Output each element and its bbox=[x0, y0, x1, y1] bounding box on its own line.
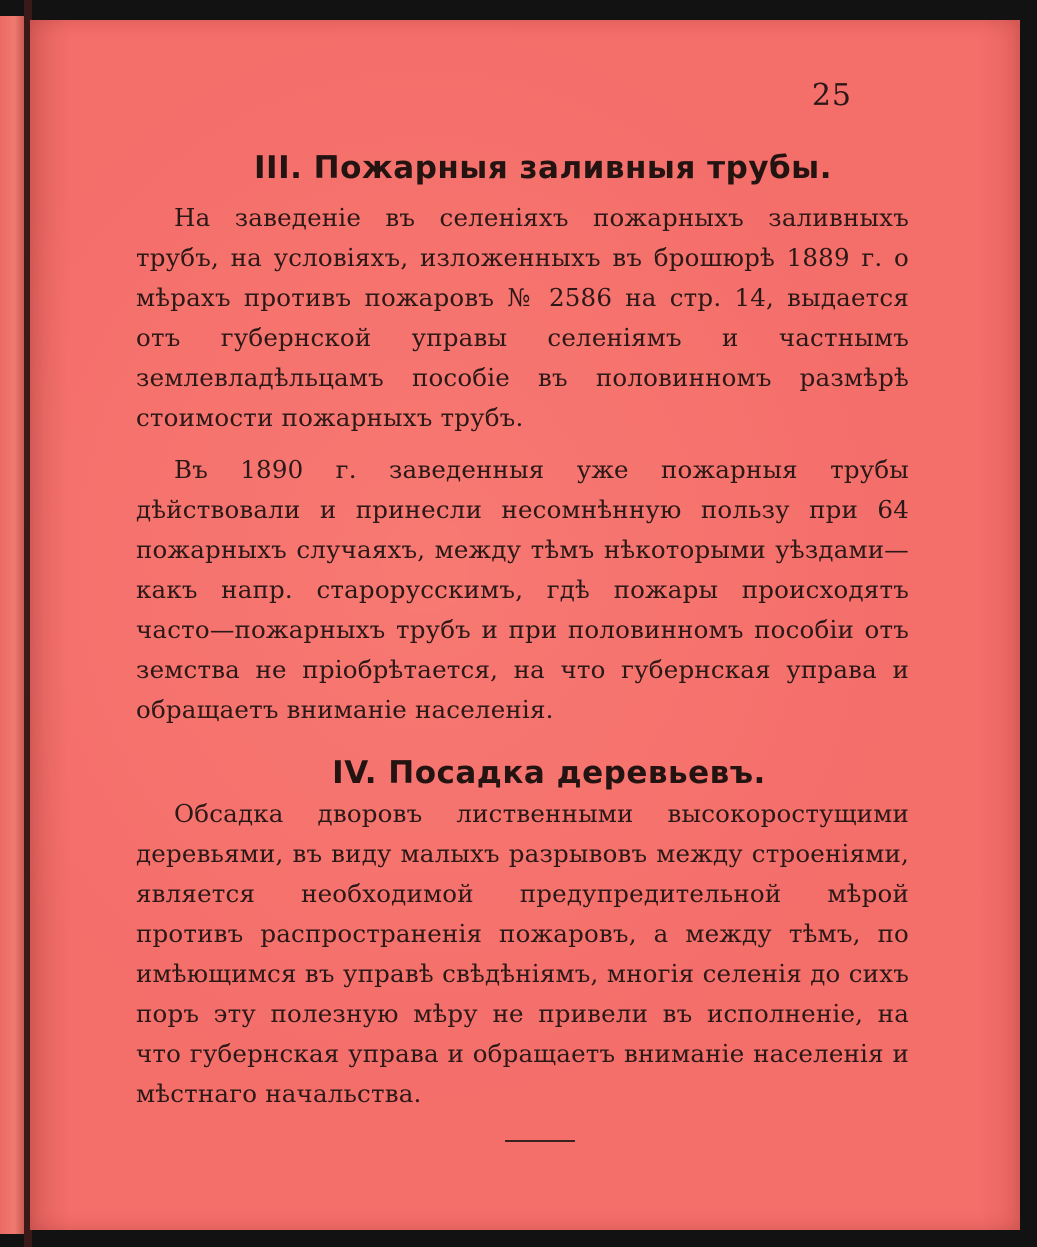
section-heading-fire-pumps: III. Пожарныя заливныя трубы. bbox=[254, 150, 832, 186]
end-rule-divider bbox=[505, 1140, 575, 1142]
page bbox=[30, 20, 1020, 1230]
paragraph: На заведеніе въ селеніяхъ пожарныхъ заливныхъ трубъ, на условіяхъ, изложенныхъ въ брошюрѣ 1889 г. о мѣрахъ противъ пожаровъ № 2586 на стр. 14, выдается отъ губернской управы селеніямъ и частнымъ землевладѣльцамъ пособіе въ половинномъ размѣрѣ стоимости пожарныхъ трубъ. bbox=[136, 203, 909, 432]
page-number: 25 bbox=[811, 78, 852, 113]
section-heading-tree-planting: IV. Посадка деревьевъ. bbox=[332, 755, 766, 791]
section-body-tree-planting bbox=[136, 794, 909, 1114]
paragraph: Въ 1890 г. заведенныя уже пожарныя трубы дѣйствовали и принесли несомнѣнную пользу при 64 пожарныхъ случаяхъ, между тѣмъ нѣкоторыми уѣздами—какъ напр. старорусскимъ, гдѣ пожары происходятъ часто—пожарныхъ трубъ и при половинномъ пособіи отъ земства не пріобрѣтается, на что губернская управа и обращаетъ вниманіе населенія. bbox=[136, 455, 909, 724]
previous-page-edge bbox=[0, 16, 24, 1234]
section-body-fire-pumps bbox=[136, 198, 909, 730]
paragraph: Обсадка дворовъ лиственными высокоростущими деревьями, въ виду малыхъ разрывовъ между строеніями, является необходимой предупредительной мѣрой противъ распространенія пожаровъ, а между тѣмъ, по имѣющимся въ управѣ свѣдѣніямъ, многія селенія до сихъ поръ эту полезную мѣру не привели въ исполненіе, на что губернская управа и обращаетъ вниманіе населенія и мѣстнаго начальства. bbox=[136, 799, 909, 1108]
